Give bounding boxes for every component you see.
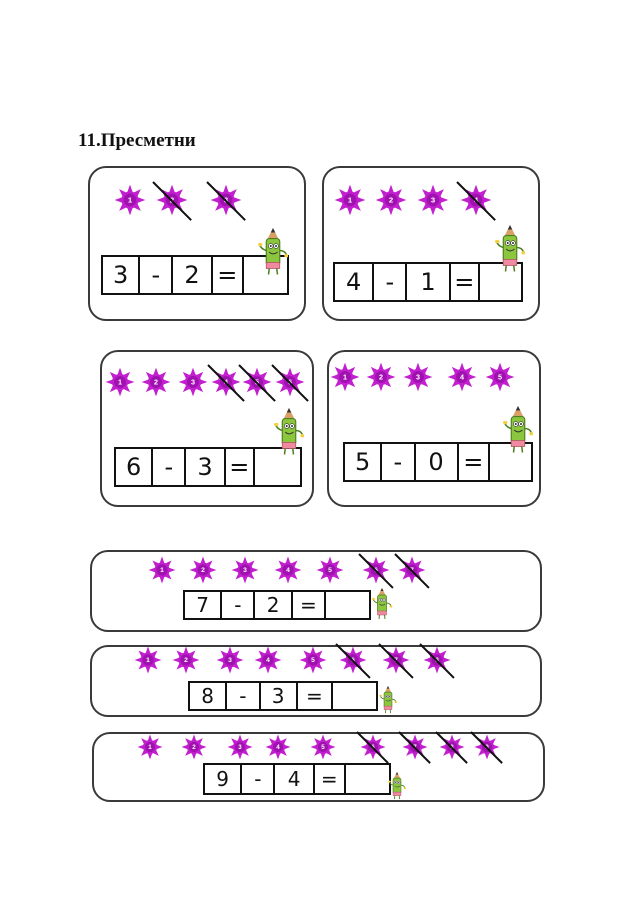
svg-text:1: 1 — [343, 372, 347, 382]
svg-text:1: 1 — [148, 744, 152, 752]
svg-text:1: 1 — [146, 657, 150, 665]
svg-text:2: 2 — [184, 657, 188, 665]
equation-box — [203, 763, 391, 795]
flower-icon — [189, 556, 217, 584]
svg-text:5: 5 — [328, 567, 332, 575]
equation-cell: = — [293, 592, 326, 618]
equation-cell: 1 — [407, 264, 450, 300]
flower-icon — [299, 646, 327, 674]
svg-text:3: 3 — [191, 377, 195, 387]
equation-cell: - — [374, 264, 407, 300]
equation-cell: 2 — [255, 592, 292, 618]
svg-text:5: 5 — [311, 657, 315, 665]
equation-cell: = — [213, 257, 244, 293]
equation-cell: 4 — [335, 264, 374, 300]
flower-icon — [114, 184, 146, 216]
flower-icon — [254, 646, 282, 674]
equation-cell: - — [222, 592, 255, 618]
flower-icon — [181, 734, 207, 760]
svg-text:1: 1 — [127, 195, 133, 205]
equation-cell: = — [226, 449, 255, 485]
svg-text:3: 3 — [228, 657, 232, 665]
equation-cell: 4 — [275, 765, 314, 793]
equation-cell: 3 — [261, 683, 298, 709]
flower-icon — [141, 367, 171, 397]
flower-icon — [447, 362, 477, 392]
flower-icon — [485, 362, 515, 392]
flower-icon — [216, 646, 244, 674]
equation-cell: 7 — [185, 592, 222, 618]
flower-icon — [137, 734, 163, 760]
svg-text:2: 2 — [154, 377, 158, 387]
svg-text:2: 2 — [201, 567, 205, 575]
svg-text:2: 2 — [192, 744, 196, 752]
equation-cell: - — [382, 444, 415, 480]
flower-icon — [134, 646, 162, 674]
pencil-mascot-icon — [274, 408, 304, 456]
svg-text:5: 5 — [321, 744, 325, 752]
flower-icon — [417, 184, 449, 216]
answer-cell[interactable] — [333, 683, 376, 709]
svg-text:3: 3 — [238, 744, 242, 752]
svg-text:3: 3 — [416, 372, 420, 382]
equation-cell: - — [153, 449, 186, 485]
equation-cell: - — [140, 257, 173, 293]
answer-cell[interactable] — [326, 592, 369, 618]
flower-icon — [330, 362, 360, 392]
svg-text:5: 5 — [498, 372, 502, 382]
svg-text:1: 1 — [347, 195, 353, 205]
svg-text:4: 4 — [286, 567, 290, 575]
pencil-mascot-icon — [495, 225, 525, 273]
flower-icon — [334, 184, 366, 216]
equation-cell: 2 — [173, 257, 212, 293]
equation-cell: - — [242, 765, 275, 793]
flower-icon — [265, 734, 291, 760]
equation-cell: 5 — [345, 444, 382, 480]
svg-text:2: 2 — [379, 372, 383, 382]
svg-text:3: 3 — [243, 567, 247, 575]
flower-icon — [310, 734, 336, 760]
equation-cell: 0 — [416, 444, 459, 480]
flower-icon — [274, 556, 302, 584]
svg-text:2: 2 — [388, 195, 394, 205]
flower-icon — [178, 367, 208, 397]
equation-cell: = — [459, 444, 490, 480]
equation-cell: = — [451, 264, 480, 300]
answer-cell[interactable] — [346, 765, 389, 793]
flower-icon — [375, 184, 407, 216]
flower-icon — [172, 646, 200, 674]
equation-cell: = — [298, 683, 333, 709]
equation-cell: = — [315, 765, 346, 793]
equation-box — [183, 590, 371, 620]
flower-icon — [231, 556, 259, 584]
equation-cell: 3 — [186, 449, 225, 485]
svg-text:1: 1 — [118, 377, 122, 387]
pencil-mascot-icon — [376, 686, 400, 714]
svg-text:3: 3 — [430, 195, 436, 205]
flower-icon — [316, 556, 344, 584]
flower-icon — [105, 367, 135, 397]
equation-box — [188, 681, 378, 711]
svg-text:4: 4 — [460, 372, 464, 382]
flower-icon — [227, 734, 253, 760]
equation-cell: 6 — [116, 449, 153, 485]
pencil-mascot-icon — [385, 772, 409, 800]
equation-cell: - — [227, 683, 260, 709]
equation-cell: 8 — [190, 683, 227, 709]
equation-cell: 9 — [205, 765, 242, 793]
svg-text:1: 1 — [160, 567, 164, 575]
equation-cell: 3 — [103, 257, 140, 293]
pencil-mascot-icon — [503, 406, 533, 454]
page-title: 11.Пресметни — [78, 130, 196, 151]
pencil-mascot-icon — [258, 228, 288, 276]
flower-icon — [366, 362, 396, 392]
svg-text:4: 4 — [266, 657, 270, 665]
svg-text:4: 4 — [276, 744, 280, 752]
flower-icon — [403, 362, 433, 392]
pencil-mascot-icon — [370, 588, 394, 620]
flower-icon — [148, 556, 176, 584]
